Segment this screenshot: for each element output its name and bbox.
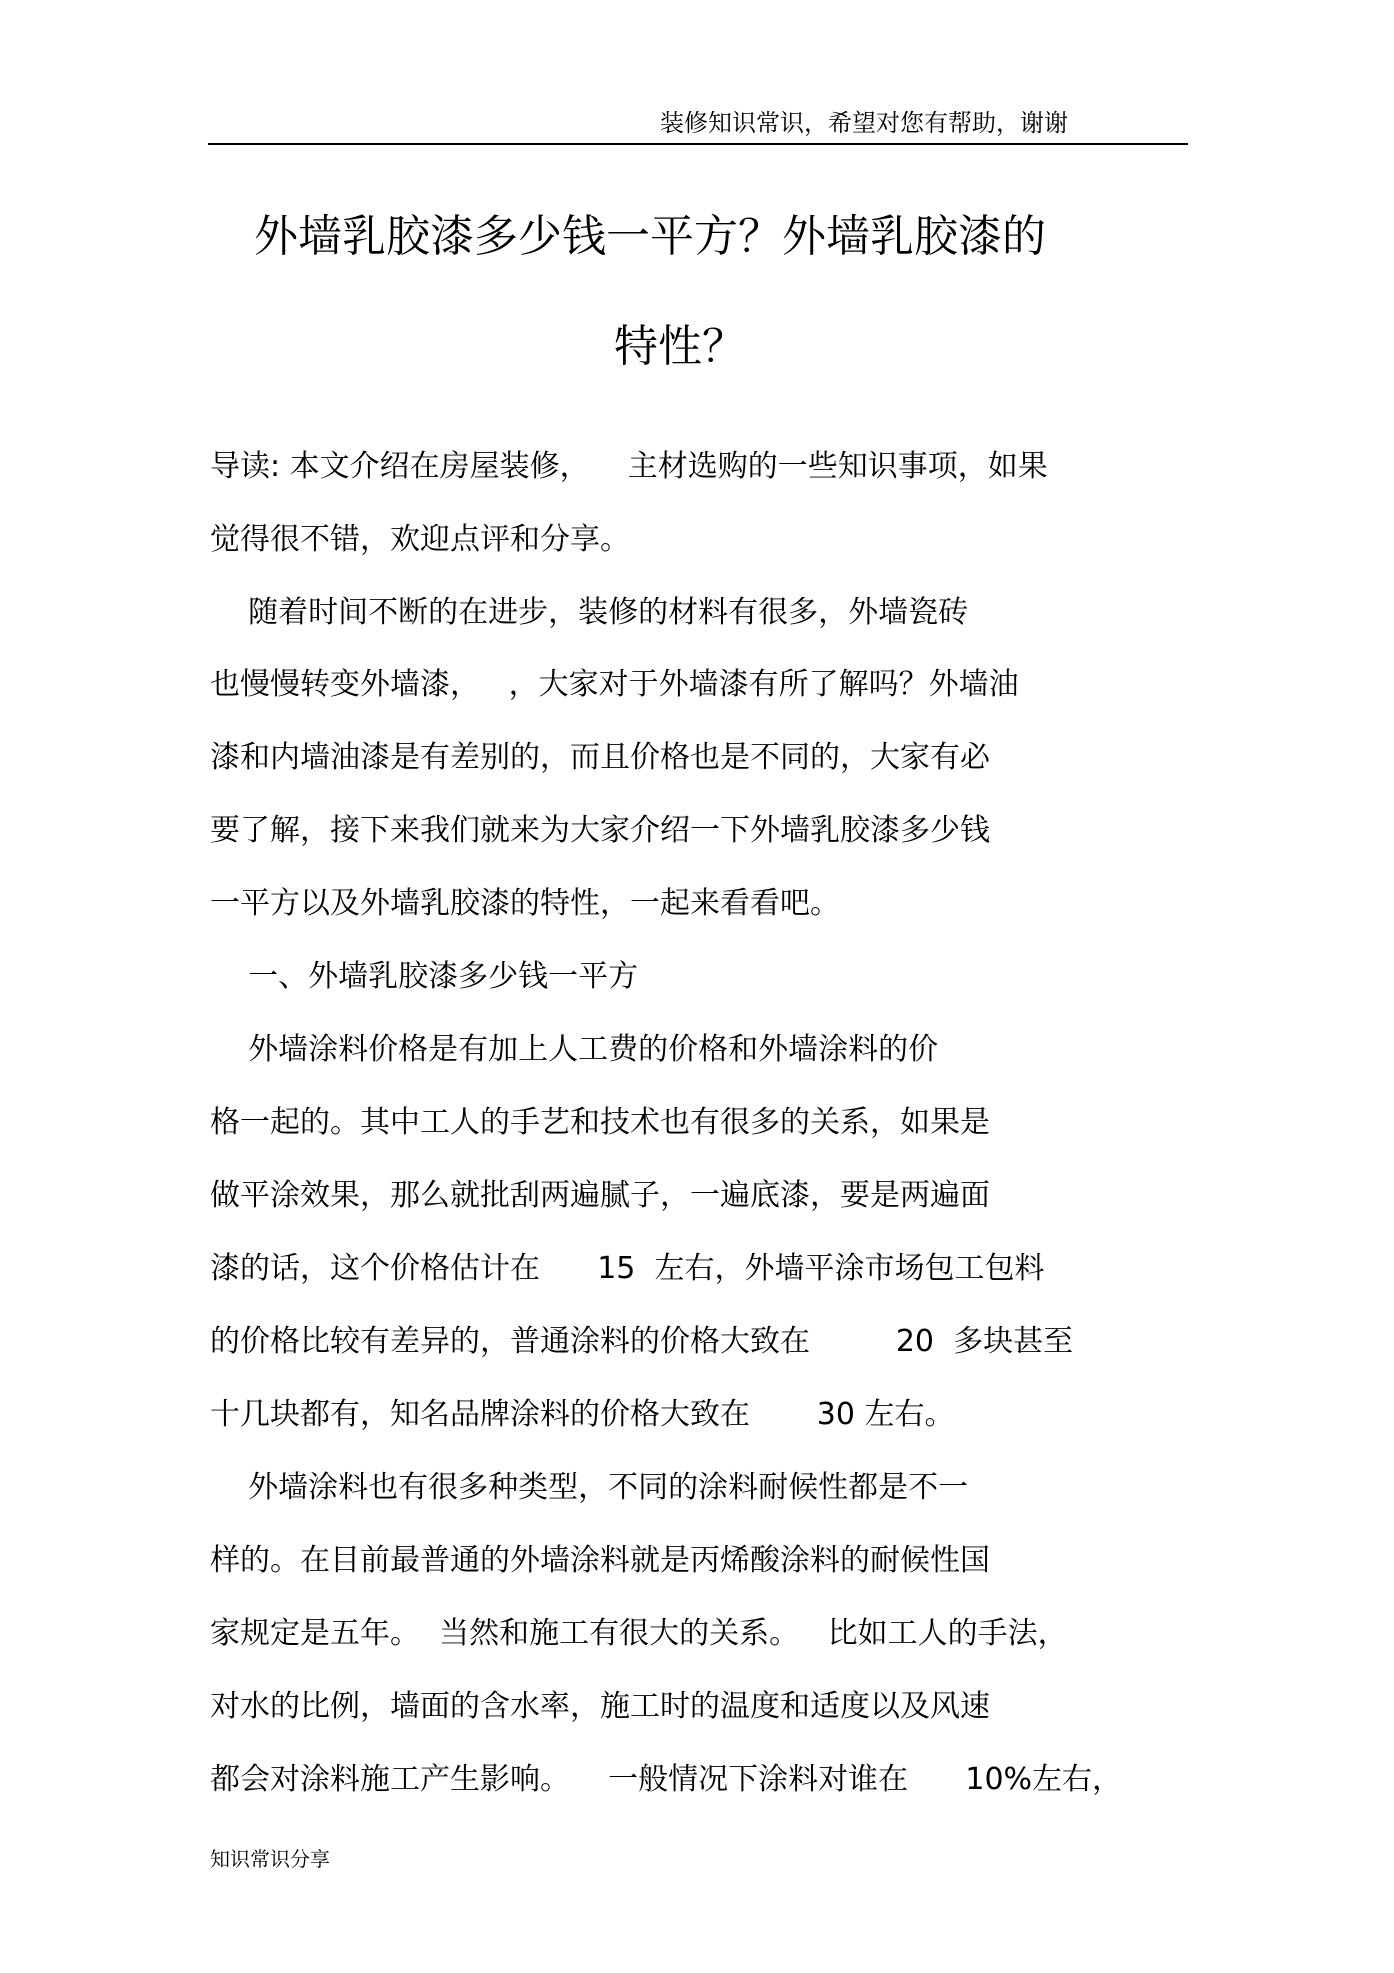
body-line: 漆的话，这个价格估计在 15 左右，外墙平涂市场包工包料 — [210, 1251, 1045, 1286]
section-heading: 一、外墙乳胶漆多少钱一平方 — [210, 959, 639, 994]
header-text: 装修知识常识，希望对您有帮助，谢谢 — [660, 109, 1068, 137]
body-line: 导读: 本文介绍在房屋装修， 主材选购的一些知识事项，如果 — [210, 449, 1048, 484]
title-line-1: 外墙乳胶漆多少钱一平方？外墙乳胶漆的 — [254, 211, 1046, 262]
body-line: 一平方以及外墙乳胶漆的特性，一起来看看吧。 — [210, 886, 840, 921]
body-line: 的价格比较有差异的，普通涂料的价格大致在 20 多块甚至 — [210, 1324, 1074, 1359]
title-line-2: 特性？ — [614, 321, 746, 372]
body-line: 做平涂效果，那么就批刮两遍腻子，一遍底漆，要是两遍面 — [210, 1178, 990, 1213]
body-line: 样的。在目前最普通的外墙涂料就是丙烯酸涂料的耐候性国 — [210, 1543, 990, 1578]
body-line: 对水的比例，墙面的含水率，施工时的温度和适度以及风速 — [210, 1689, 990, 1724]
body-line: 都会对涂料施工产生影响。 一般情况下涂料对谁在 10%左右， — [210, 1762, 1123, 1797]
body-line: 漆和内墙油漆是有差别的，而且价格也是不同的，大家有必 — [210, 740, 990, 775]
body-line: 十几块都有，知名品牌涂料的价格大致在 30 左右。 — [210, 1397, 955, 1432]
header-divider — [208, 143, 1188, 145]
body-line: 随着时间不断的在进步，装修的材料有很多，外墙瓷砖 — [210, 595, 969, 630]
body-line: 家规定是五年。 当然和施工有很大的关系。 比如工人的手法， — [210, 1616, 1068, 1651]
body-line: 要了解，接下来我们就来为大家介绍一下外墙乳胶漆多少钱 — [210, 813, 990, 848]
body-line: 外墙涂料价格是有加上人工费的价格和外墙涂料的价 — [210, 1032, 939, 1067]
body-line: 觉得很不错，欢迎点评和分享。 — [210, 522, 630, 557]
body-line: 格一起的。其中工人的手艺和技术也有很多的关系，如果是 — [210, 1105, 990, 1140]
body-line: 也慢慢转变外墙漆， ，大家对于外墙漆有所了解吗？外墙油 — [210, 667, 1019, 702]
page-footer: 知识常识分享 — [210, 1847, 330, 1871]
body-line: 外墙涂料也有很多种类型，不同的涂料耐候性都是不一 — [210, 1470, 969, 1505]
